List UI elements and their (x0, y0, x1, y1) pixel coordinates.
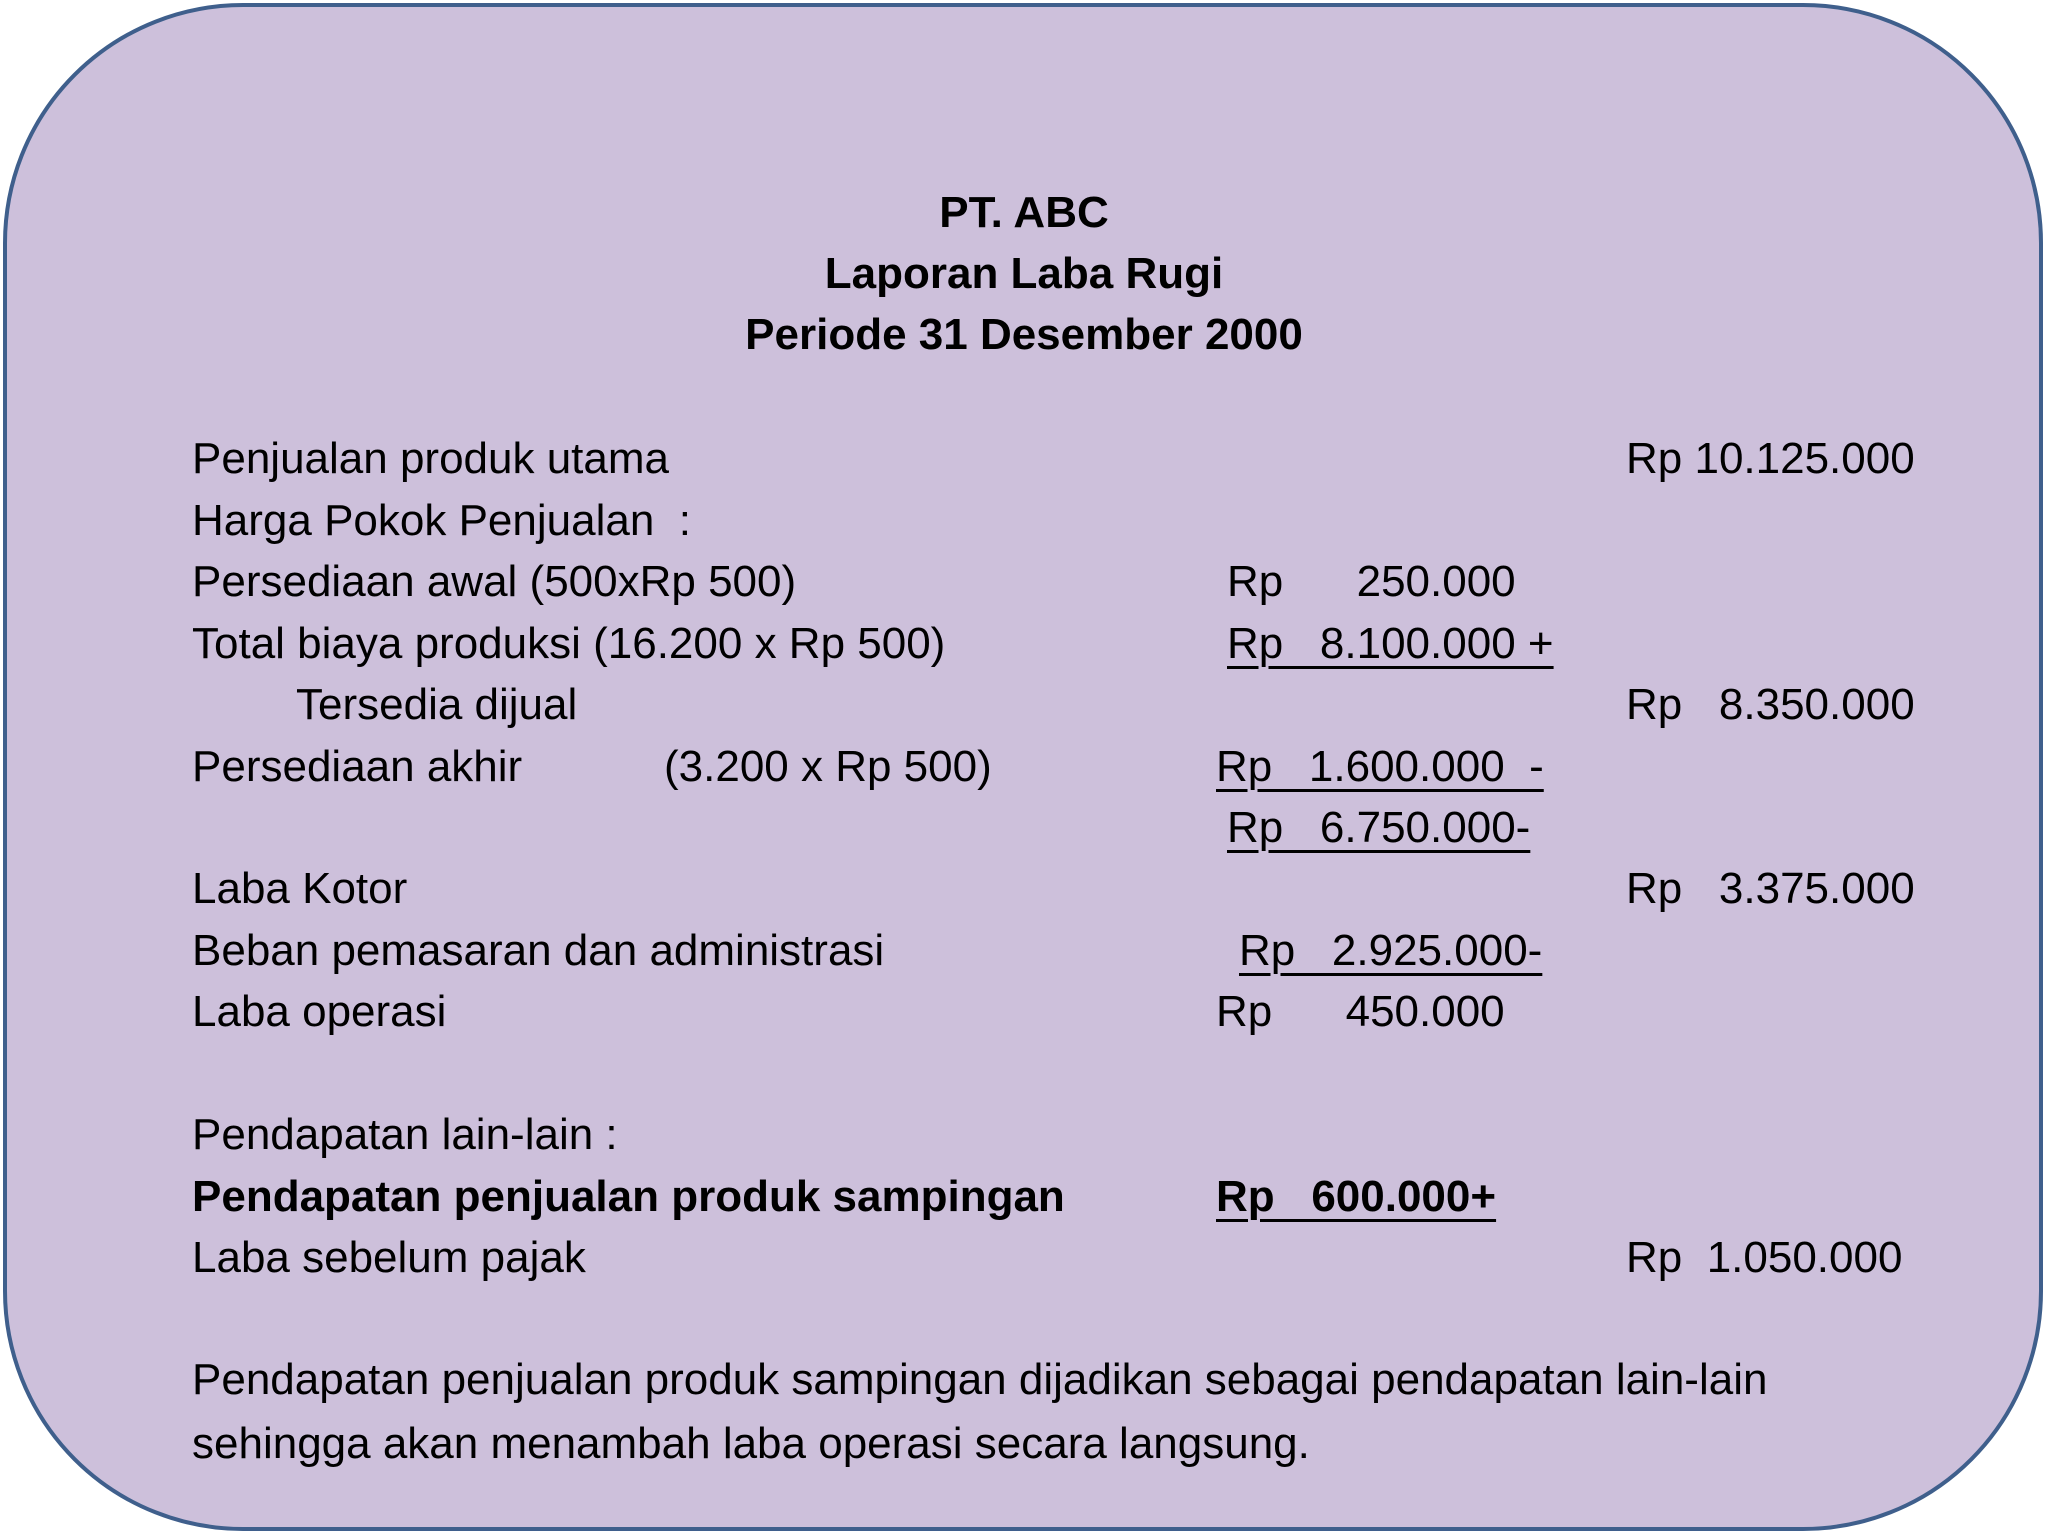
row-label: Tersedia dijual (296, 680, 578, 729)
row-label: Penjualan produk utama (192, 434, 669, 483)
row-label-detail: (3.200 x Rp 500) (664, 742, 992, 791)
row-laba-operasi (0, 981, 2048, 1042)
row-amount: Rp 8.100.000 + (1227, 619, 1554, 668)
report-header (0, 182, 2048, 365)
row-harga-pokok-subtotal (0, 797, 2048, 858)
row-laba-sebelum-pajak (0, 1227, 2048, 1288)
row-persediaan-akhir (0, 736, 2048, 797)
row-label: Total biaya produksi (16.200 x Rp 500) (192, 619, 946, 668)
row-amount: Rp 250.000 (1227, 557, 1516, 606)
row-total: Rp 3.375.000 (1626, 864, 1915, 913)
row-label: Laba sebelum pajak (192, 1233, 586, 1282)
row-total: Rp 10.125.000 (1626, 434, 1915, 483)
row-pendapatan-lain (0, 1104, 2048, 1165)
row-tersedia-dijual (0, 674, 2048, 735)
row-amount: Rp 2.925.000- (1239, 926, 1543, 975)
row-label: Pendapatan lain-lain : (192, 1110, 618, 1159)
row-label: Beban pemasaran dan administrasi (192, 926, 885, 975)
report-period: Periode 31 Desember 2000 (745, 310, 1303, 359)
row-pendapatan-produk-sampingan (0, 1166, 2048, 1227)
note-line-1: Pendapatan penjualan produk sampingan dijadikan sebagai pendapatan lain-lain (192, 1355, 1768, 1404)
row-amount: Rp 6.750.000- (1227, 803, 1531, 852)
report-title: Laporan Laba Rugi (824, 249, 1224, 298)
row-label: Persediaan awal (500xRp 500) (192, 557, 797, 606)
row-beban-pemasaran (0, 920, 2048, 981)
note-line-2: sehingga akan menambah laba operasi secara langsung. (192, 1419, 1310, 1468)
row-amount: Rp 450.000 (1216, 987, 1505, 1036)
row-amount: Rp 600.000+ (1216, 1172, 1497, 1221)
row-persediaan-awal (0, 551, 2048, 612)
company-name: PT. ABC (939, 188, 1109, 237)
row-total: Rp 8.350.000 (1626, 680, 1915, 729)
row-label: Persediaan akhir (192, 742, 523, 791)
row-penjualan-produk-utama (0, 428, 2048, 489)
row-laba-kotor (0, 858, 2048, 919)
row-label: Laba Kotor (192, 864, 408, 913)
row-label: Harga Pokok Penjualan : (192, 496, 691, 545)
row-label: Laba operasi (192, 987, 447, 1036)
row-label: Pendapatan penjualan produk sampingan (192, 1172, 1065, 1221)
row-total: Rp 1.050.000 (1626, 1233, 1903, 1282)
row-total-biaya-produksi (0, 613, 2048, 674)
row-amount: Rp 1.600.000 - (1216, 742, 1544, 791)
explanation-note (192, 1348, 1992, 1476)
row-harga-pokok-penjualan (0, 490, 2048, 551)
